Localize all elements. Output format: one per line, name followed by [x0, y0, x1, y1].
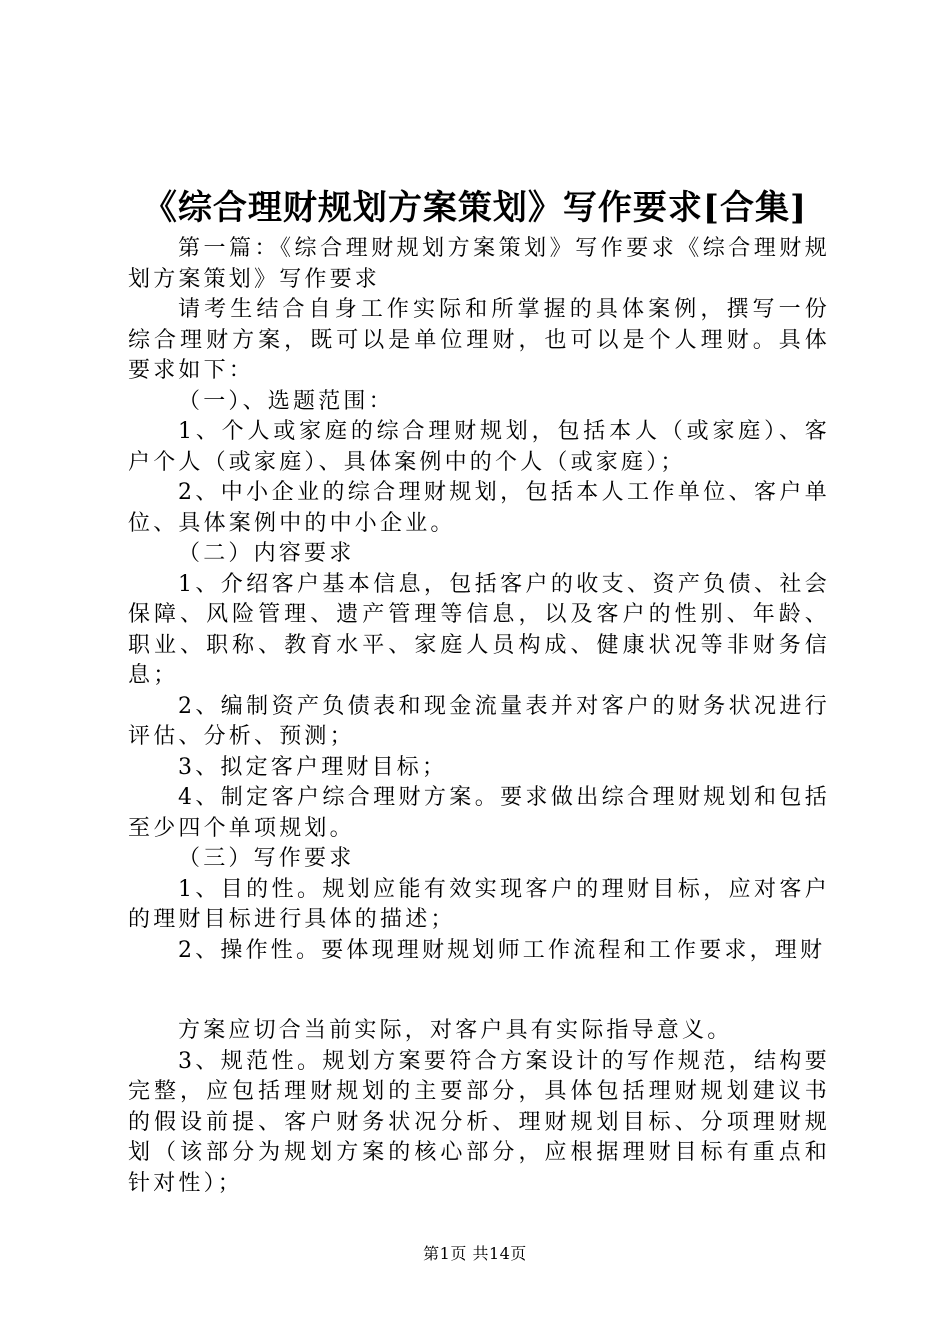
paragraph-continuation: 方案应切合当前实际，对客户具有实际指导意义。 [178, 1018, 733, 1043]
page-break-gap [128, 966, 830, 1016]
paragraph: 3、拟定客户理财目标； [178, 754, 448, 780]
section-heading: （二）内容要求 [178, 541, 355, 566]
paragraph: 1、目的性。规划应能有效实现客户的理财目标，应对客户的理财目标进行具体的描述； [128, 876, 830, 932]
paragraph: 4、制定客户综合理财方案。要求做出综合理财规划和包括至少四个单项规划。 [128, 785, 830, 841]
paragraph: 2、操作性。要体现理财规划师工作流程和工作要求，理财 [178, 937, 826, 963]
section-heading: （三）写作要求 [178, 846, 355, 871]
paragraph: 请考生结合自身工作实际和所掌握的具体案例，撰写一份综合理财方案，既可以是单位理财，也可以是个人理财。具体要求如下： [128, 297, 830, 383]
document-title: 《综合理财规划方案策划》写作要求[合集] [142, 188, 808, 228]
paragraph: 3、规范性。规划方案要符合方案设计的写作规范，结构要完整，应包括理财规划的主要部分，具体包括理财规划建议书的假设前提、客户财务状况分析、理财规划目标、分项理财规划（该部分为规划方案的核心部分，应根据理财目标有重点和针对性）； [128, 1048, 830, 1196]
section-heading: （一）、选题范围： [178, 388, 394, 414]
paragraph: 2、编制资产负债表和现金流量表并对客户的财务状况进行评估、分析、预测； [128, 693, 830, 749]
page-footer: 第1页 共14页 [423, 1244, 527, 1263]
paragraph: 1、介绍客户基本信息，包括客户的收支、资产负债、社会保障、风险管理、遗产管理等信息，以及客户的性别、年龄、职业、职称、教育水平、家庭人员构成、健康状况等非财务信息； [128, 571, 830, 688]
paragraph: 2、中小企业的综合理财规划，包括本人工作单位、客户单位、具体案例中的中小企业。 [128, 480, 830, 536]
paragraph: 第一篇：《综合理财规划方案策划》写作要求《综合理财规划方案策划》写作要求 [128, 236, 830, 292]
paragraph: 1、个人或家庭的综合理财规划，包括本人（或家庭）、客户个人（或家庭）、具体案例中的个人（或家庭）； [128, 419, 830, 475]
document-body [128, 234, 830, 1199]
